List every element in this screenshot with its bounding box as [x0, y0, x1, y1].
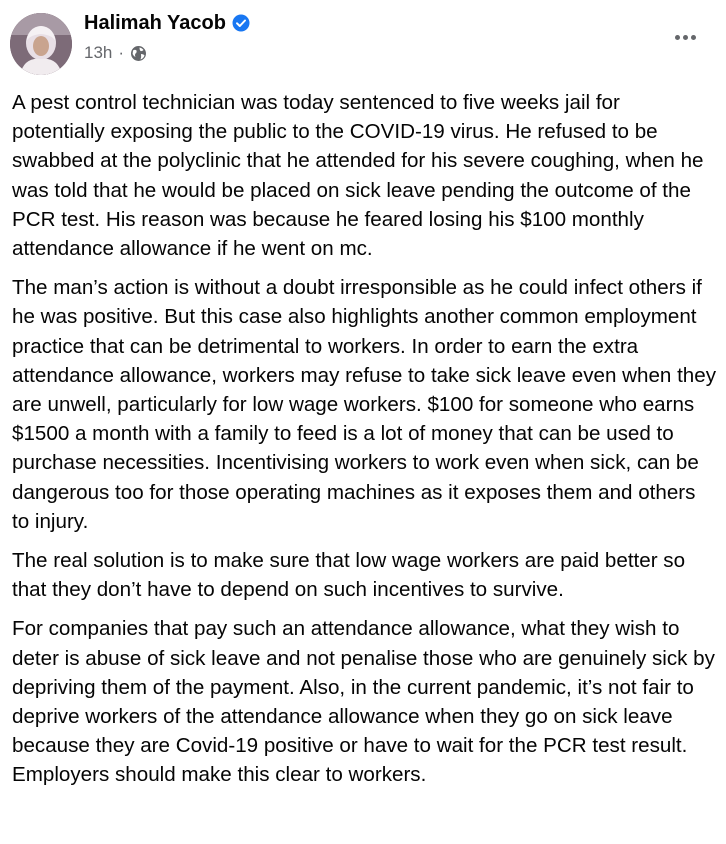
post-header: [0, 0, 726, 80]
verified-badge-icon: [232, 14, 250, 32]
more-dot: [675, 35, 680, 40]
meta-separator: ·: [118, 43, 125, 62]
avatar[interactable]: [10, 13, 72, 75]
post-paragraph: The real solution is to make sure that low wage workers are paid better so that they don’t have to depend on such incentives to survive.: [12, 549, 686, 602]
profile-photo: [10, 13, 72, 75]
post-timestamp[interactable]: 13h: [84, 43, 113, 62]
post-paragraph: The man’s action is without a doubt irresponsible as he could infect others if he was positive. But this case also highlights another common employment practice that can be detrimental to workers. In order to earn the extra attendance allowance, workers may refuse to take sick leave even when they are unwell, particularly for low wage workers. $100 for someone who earns $1500 a month with a family to feed is a lot of money that can be used to purchase necessities. Incentivising workers to work even when sick, can be dangerous too for those operating machines as it exposes them and others to injury.: [12, 276, 716, 533]
author-line: [84, 10, 250, 36]
globe-icon[interactable]: [130, 45, 147, 62]
more-options-icon[interactable]: [670, 26, 700, 48]
more-dot: [691, 35, 696, 40]
post-meta: [84, 42, 147, 64]
more-dot: [683, 35, 688, 40]
post-paragraph: A pest control technician was today sentenced to five weeks jail for potentially exposing the public to the COVID-19 virus. He refused to be swabbed at the polyclinic that he attended for his severe coughing, when he was told that he would be placed on sick leave pending the outcome of the PCR test. His reason was because he feared losing his $100 monthly attendance allowance if he went on mc.: [12, 91, 704, 261]
author-name[interactable]: Halimah Yacob: [84, 12, 226, 34]
post-paragraph: For companies that pay such an attendance allowance, what they wish to deter is abuse of sick leave and not penalise those who are genuinely sick by depriving them of the payment. Also, in the current pandemic, it’s not fair to deprive workers of the attendance allowance when they go on sick leave because they are Covid-19 positive or have to wait for the PCR test result. Employers should make this clear to workers.: [12, 617, 715, 787]
post-body: [12, 88, 718, 800]
